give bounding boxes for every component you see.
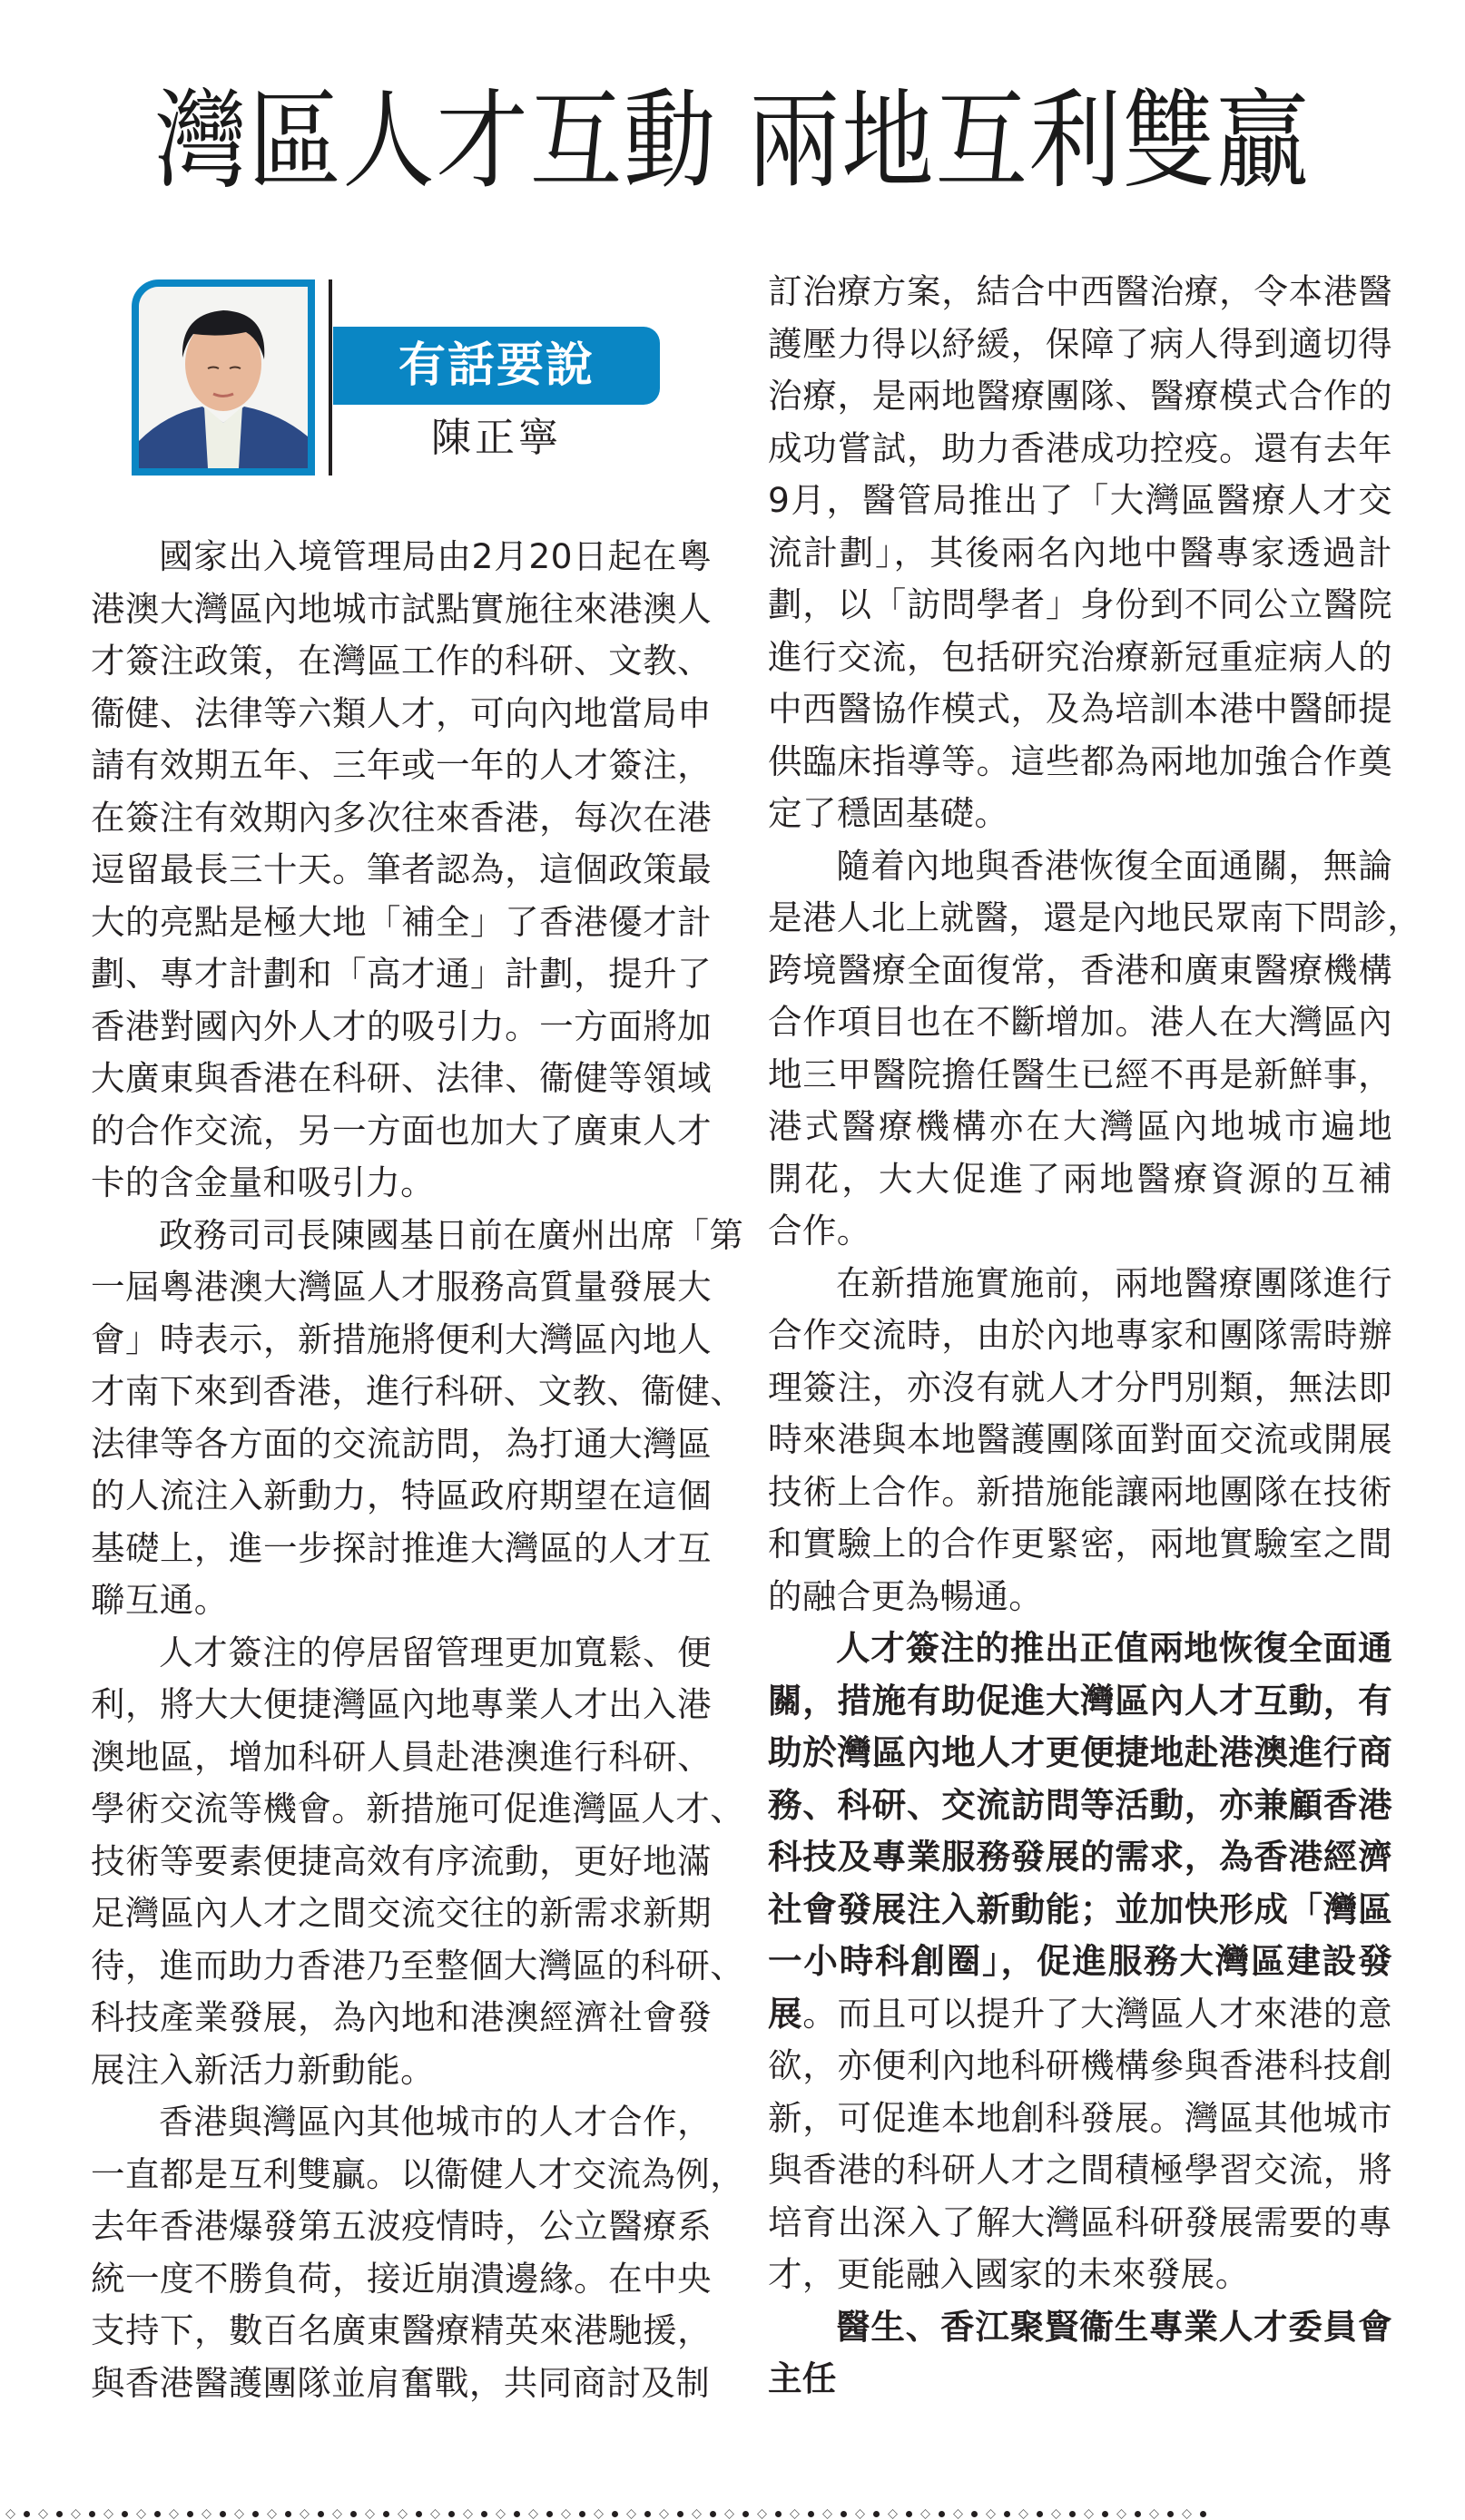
article-paragraph — [91, 531, 712, 1210]
article-paragraph — [768, 266, 1392, 840]
border-ornament — [850, 2509, 882, 2519]
paragraph-line: 才，更能融入國家的未來發展。 — [768, 2254, 1250, 2294]
border-ornament — [1078, 2509, 1111, 2519]
border-ornament — [33, 2509, 65, 2519]
paragraph-line: 衞健、法律等六類人才，可向內地當局申 — [91, 692, 712, 733]
dot-icon — [122, 2511, 128, 2517]
dot-icon — [350, 2511, 357, 2517]
paragraph-line: 培育出深入了解大灣區科研發展需要的專 — [768, 2201, 1392, 2242]
dot-icon — [514, 2511, 520, 2517]
paragraph-line: 供臨床指導等。這些都為兩地加強合作奠 — [768, 740, 1392, 781]
dot-icon — [481, 2511, 487, 2517]
dot-icon — [383, 2511, 389, 2517]
paragraph-line: 定了穩固基礎。 — [768, 793, 1009, 833]
paragraph-line: 進行交流，包括研究治療新冠重症病人的 — [768, 636, 1392, 677]
paragraph-line: 的人流注入新動力，特區政府期望在這個 — [91, 1476, 712, 1515]
border-ornament — [915, 2509, 948, 2519]
paragraph-line: 技術等要素便捷高效有序流動，更好地滿 — [91, 1840, 712, 1881]
regular-text: 。而且可以提升了大灣區人才來港的意 — [802, 1993, 1392, 2034]
paragraph-line: 流計劃」，其後兩名內地中醫專家透過計 — [768, 532, 1392, 573]
dot-icon — [1135, 2511, 1141, 2517]
diamond-icon — [202, 2509, 211, 2519]
dot-icon — [808, 2511, 814, 2517]
paragraph-line: 劃、專才計劃和「高才通」計劃，提升了 — [91, 954, 712, 994]
diamond-icon — [1018, 2509, 1028, 2519]
dot-icon — [873, 2511, 880, 2517]
paragraph-line: 時來港與本地醫護團隊面對面交流或開展 — [768, 1419, 1392, 1459]
border-ornament — [294, 2509, 327, 2519]
author-portrait-icon — [139, 287, 308, 468]
paragraph-line: 逗留最長三十天。筆者認為，這個政策最 — [91, 849, 712, 889]
article-paragraph — [768, 1258, 1392, 1623]
article-paragraph — [768, 840, 1422, 1258]
paragraph-line: 9月，醫管局推出了「大灣區醫療人才交 — [768, 480, 1392, 520]
dot-icon — [841, 2511, 847, 2517]
border-ornament — [752, 2509, 784, 2519]
border-ornament — [1013, 2509, 1046, 2519]
paragraph-line: 成功嘗試，助力香港成功控疫。還有去年 — [768, 427, 1392, 468]
dot-icon — [24, 2511, 30, 2517]
dot-icon — [1200, 2511, 1206, 2517]
border-ornament — [359, 2509, 392, 2519]
paragraph-line: 與香港的科研人才之間積極學習交流，將 — [768, 2150, 1392, 2190]
paragraph-line: 一屆粵港澳大灣區人才服務高質量發展大 — [91, 1267, 712, 1307]
paragraph-line: 中西醫協作模式，及為培訓本港中醫師提 — [768, 689, 1392, 729]
diamond-icon — [365, 2509, 375, 2519]
border-ornament — [0, 2509, 33, 2519]
paragraph-line: 地三甲醫院擔任醫生已經不再是新鮮事， — [768, 1054, 1392, 1094]
dot-icon — [1167, 2511, 1174, 2517]
border-ornament — [490, 2509, 523, 2519]
paragraph-line: 跨境醫療全面復常，香港和廣東醫療機構 — [768, 949, 1392, 990]
paragraph-line: 的合作交流，另一方面也加大了廣東人才 — [91, 1110, 712, 1151]
diamond-icon — [724, 2509, 734, 2519]
article-paragraph — [768, 1623, 1392, 2301]
article-column-right — [768, 266, 1422, 2406]
paragraph-line: 與香港醫護團隊並肩奮戰，共同商討及制 — [91, 2362, 711, 2403]
diamond-icon — [267, 2509, 277, 2519]
dot-icon — [285, 2511, 291, 2517]
diamond-icon — [136, 2509, 146, 2519]
paragraph-line: 和實驗上的合作更緊密，兩地實驗室之間 — [768, 1524, 1392, 1564]
paragraph-line: 關，措施有助促進大灣區內人才互動，有 — [768, 1680, 1392, 1721]
diamond-icon — [1116, 2509, 1126, 2519]
border-ornament — [588, 2509, 621, 2519]
diamond-icon — [528, 2509, 538, 2519]
diamond-icon — [5, 2509, 15, 2519]
border-ornament — [556, 2509, 588, 2519]
diamond-icon — [594, 2509, 604, 2519]
diamond-icon — [953, 2509, 963, 2519]
dot-icon — [448, 2511, 455, 2517]
diamond-icon — [496, 2509, 506, 2519]
byline-divider — [329, 279, 332, 476]
paragraph-line: 開花，大大促進了兩地醫療資源的互補 — [768, 1158, 1392, 1199]
dot-icon — [677, 2511, 683, 2517]
paragraph-line: 請有效期五年、三年或一年的人才簽注， — [91, 745, 712, 785]
dot-icon — [220, 2511, 226, 2517]
paragraph-line: 新，可促進本地創科發展。灣區其他城市 — [768, 2097, 1392, 2138]
border-ornament — [1144, 2509, 1176, 2519]
paragraph-line: 人才簽注的推出正值兩地恢復全面通 — [836, 1628, 1392, 1668]
paragraph-line: 技術上合作。新措施能讓兩地團隊在技術 — [768, 1471, 1392, 1512]
paragraph-line: 欲，亦便利內地科研機構參與香港科技創 — [768, 2045, 1392, 2085]
dot-icon — [710, 2511, 716, 2517]
dot-icon — [56, 2511, 63, 2517]
paragraph-line: 政務司司長陳國基日前在廣州出席「第 — [159, 1214, 744, 1255]
dot-icon — [416, 2511, 422, 2517]
border-ornament — [1111, 2509, 1144, 2519]
dot-icon — [579, 2511, 585, 2517]
diamond-icon — [561, 2509, 571, 2519]
paragraph-line: 主任 — [768, 2358, 837, 2398]
article-column-left — [91, 531, 745, 2409]
paragraph-line: 合作。 — [768, 1211, 871, 1250]
paragraph-line: 利，將大大便捷灣區內地專業人才出入港 — [91, 1684, 712, 1724]
dot-icon — [318, 2511, 324, 2517]
paragraph-line: 一直都是互利雙贏。以衞健人才交流為例， — [91, 2153, 745, 2194]
border-ornament — [817, 2509, 850, 2519]
paragraph-line: 香港與灣區內其他城市的人才合作， — [159, 2102, 712, 2142]
dot-icon — [1037, 2511, 1043, 2517]
diamond-icon — [1084, 2509, 1094, 2519]
diamond-icon — [169, 2509, 179, 2519]
bold-text: 展 — [768, 1993, 803, 2034]
border-ornament — [131, 2509, 163, 2519]
diamond-icon — [757, 2509, 767, 2519]
border-ornament — [98, 2509, 131, 2519]
border-ornament — [523, 2509, 556, 2519]
paragraph-line: 卡的含金量和吸引力。 — [91, 1162, 435, 1202]
diamond-icon — [855, 2509, 865, 2519]
diamond-icon — [790, 2509, 800, 2519]
diamond-icon — [1149, 2509, 1159, 2519]
paragraph-line: 助於灣區內地人才更便捷地赴港澳進行商 — [768, 1732, 1392, 1772]
diamond-icon — [626, 2509, 636, 2519]
paragraph-line: 統一度不勝負荷，接近崩潰邊緣。在中央 — [91, 2258, 712, 2299]
diamond-icon — [71, 2509, 81, 2519]
diamond-icon — [986, 2509, 996, 2519]
border-ornament — [1176, 2509, 1207, 2519]
paragraph-line: 港澳大灣區內地城市試點實施往來港澳人 — [91, 588, 712, 629]
border-ornament — [980, 2509, 1013, 2519]
border-ornament — [425, 2509, 457, 2519]
paragraph-line: 科技及專業服務發展的需求，為香港經濟 — [768, 1837, 1392, 1877]
paragraph-line: 合作交流時，由於內地專家和團隊需時辦 — [768, 1315, 1392, 1355]
paragraph-line: 港式醫療機構亦在大灣區內地城市遍地 — [768, 1106, 1392, 1146]
paragraph-line: 是港人北上就醫，還是內地民眾南下問診， — [768, 897, 1422, 937]
dot-icon — [612, 2511, 618, 2517]
dot-icon — [252, 2511, 259, 2517]
paragraph-line: 才簽注政策，在灣區工作的科研、文教、 — [91, 641, 712, 681]
border-ornament — [686, 2509, 719, 2519]
paragraph-line: 合作項目也在不斷增加。港人在大灣區內 — [768, 1002, 1392, 1042]
diamond-icon — [463, 2509, 473, 2519]
border-ornament — [1046, 2509, 1078, 2519]
paragraph-line: 聯互通。 — [91, 1580, 229, 1620]
dot-icon — [154, 2511, 161, 2517]
headline: 灣區人才互動 兩地互利雙贏 — [154, 78, 1311, 203]
paragraph-line: 人才簽注的停居留管理更加寬鬆、便 — [159, 1632, 712, 1672]
dot-icon — [1102, 2511, 1108, 2517]
dot-icon — [644, 2511, 651, 2517]
paragraph-line: 在簽注有效期內多次往來香港，每次在港 — [91, 797, 712, 838]
diamond-icon — [300, 2509, 310, 2519]
paragraph-line: 待，進而助力香港乃至整個大灣區的科研、 — [91, 1945, 745, 1986]
diamond-icon — [103, 2509, 113, 2519]
border-ornament — [719, 2509, 752, 2519]
paragraph-line: 劃，以「訪問學者」身份到不同公立醫院 — [768, 584, 1392, 624]
border-ornament — [784, 2509, 817, 2519]
diamond-icon — [430, 2509, 440, 2519]
dot-icon — [971, 2511, 978, 2517]
diamond-icon — [659, 2509, 669, 2519]
border-ornament — [65, 2509, 98, 2519]
diamond-icon — [332, 2509, 342, 2519]
paragraph-line: 大廣東與香港在科研、法律、衞健等領域 — [91, 1058, 712, 1098]
border-ornament — [327, 2509, 359, 2519]
paragraph-line: 一小時科創圈」，促進服務大灣區建設發 — [768, 1941, 1392, 1981]
paragraph-line: 香港對國內外人才的吸引力。一方面將加 — [91, 1005, 712, 1046]
paragraph-line: 科技產業發展，為內地和港澳經濟社會發 — [91, 1997, 712, 2037]
border-ornament — [196, 2509, 229, 2519]
dot-icon — [775, 2511, 782, 2517]
diamond-icon — [38, 2509, 48, 2519]
diamond-icon — [920, 2509, 930, 2519]
paragraph-line: 國家出入境管理局由2月20日起在粵 — [159, 536, 712, 576]
dot-icon — [546, 2511, 553, 2517]
paragraph-line: 理簽注，亦沒有就人才分門別類，無法即 — [768, 1367, 1392, 1407]
paragraph-line: 醫生、香江聚賢衞生專業人才委員會 — [836, 2306, 1392, 2347]
paragraph-line: 在新措施實施前，兩地醫療團隊進行 — [836, 1262, 1392, 1303]
paragraph-line: 訂治療方案，結合中西醫治療，令本港醫 — [768, 271, 1392, 311]
paragraph-line: 護壓力得以紓緩，保障了病人得到適切得 — [768, 323, 1392, 364]
diamond-icon — [398, 2509, 408, 2519]
paragraph-line: 的融合更為暢通。 — [768, 1575, 1044, 1616]
border-ornament — [392, 2509, 425, 2519]
dot-icon — [939, 2511, 945, 2517]
border-ornament — [882, 2509, 915, 2519]
paragraph-line: 澳地區，增加科研人員赴港澳進行科研、 — [91, 1736, 712, 1777]
article-paragraph — [91, 1210, 745, 1627]
paragraph-line: 學術交流等機會。新措施可促進灣區人才、 — [91, 1789, 745, 1829]
dot-icon — [1004, 2511, 1010, 2517]
paragraph-line: 去年香港爆發第五波疫情時，公立醫療系 — [91, 2206, 712, 2246]
dot-icon — [1069, 2511, 1076, 2517]
paragraph-line: 才南下來到香港，進行科研、文教、衞健、 — [91, 1371, 745, 1411]
paragraph-line — [768, 1988, 1392, 2041]
paragraph-line: 足灣區內人才之間交流交往的新需求新期 — [91, 1893, 712, 1933]
diamond-icon — [888, 2509, 898, 2519]
dot-icon — [906, 2511, 912, 2517]
paragraph-line: 基礎上，進一步探討推進大灣區的人才互 — [91, 1527, 712, 1568]
paragraph-line: 支持下，數百名廣東醫療精英來港馳援， — [91, 2310, 712, 2350]
dot-icon — [742, 2511, 749, 2517]
paragraph-line: 大的亮點是極大地「補全」了香港優才計 — [91, 901, 712, 942]
dot-icon — [187, 2511, 193, 2517]
paragraph-line: 隨着內地與香港恢復全面通關，無論 — [836, 845, 1392, 886]
diamond-icon — [234, 2509, 244, 2519]
article-paragraph — [91, 1627, 745, 2097]
byline-block — [127, 272, 672, 481]
paragraph-line: 展注入新活力新動能。 — [91, 2049, 435, 2090]
diamond-icon — [822, 2509, 832, 2519]
border-ornament — [163, 2509, 196, 2519]
diamond-icon — [1051, 2509, 1061, 2519]
author-photo — [132, 279, 315, 476]
border-ornament — [457, 2509, 490, 2519]
border-ornament — [261, 2509, 294, 2519]
border-ornament — [621, 2509, 654, 2519]
dot-icon — [89, 2511, 95, 2517]
border-ornament — [654, 2509, 686, 2519]
author-name: 陳正寧 — [431, 415, 562, 461]
paragraph-line: 務、科研、交流訪問等活動，亦兼顧香港 — [768, 1784, 1392, 1825]
author-signature — [768, 2301, 1392, 2406]
column-name-tag: 有話要說 — [333, 327, 660, 405]
diamond-icon — [1182, 2509, 1192, 2519]
paragraph-line: 社會發展注入新動能；並加快形成「灣區 — [768, 1888, 1392, 1929]
paragraph-line: 法律等各方面的交流訪問，為打通大灣區 — [91, 1423, 712, 1464]
border-ornament — [948, 2509, 980, 2519]
diamond-icon — [692, 2509, 702, 2519]
footer-border-pattern — [0, 2508, 1207, 2520]
paragraph-line: 治療，是兩地醫療團隊、醫療模式合作的 — [768, 376, 1392, 416]
paragraph-line: 會」時表示，新措施將便利大灣區內地人 — [91, 1319, 712, 1359]
article-paragraph — [91, 2096, 745, 2409]
border-ornament — [229, 2509, 261, 2519]
